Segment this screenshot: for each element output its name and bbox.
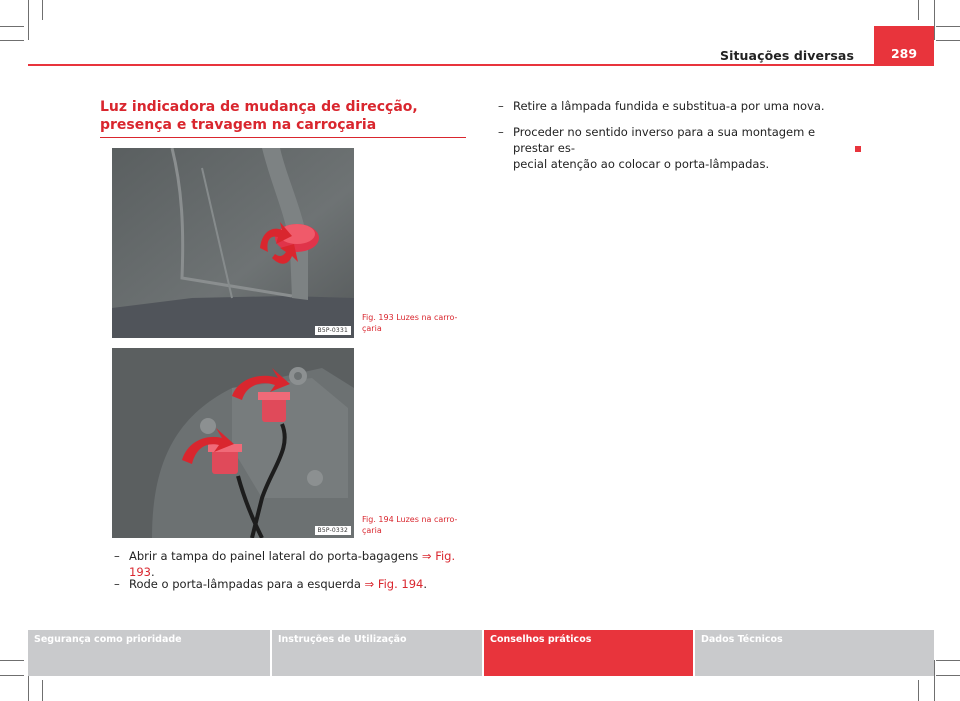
crop-mark bbox=[934, 660, 935, 701]
page-number: 289 bbox=[874, 26, 934, 66]
crop-mark bbox=[936, 660, 960, 661]
footer-tab-instrucoes[interactable]: Instruções de Utilização bbox=[272, 630, 482, 676]
header-rule bbox=[28, 64, 934, 66]
step-item: – Retire a lâmpada fundida e substitua-a por uma nova. bbox=[498, 99, 825, 113]
crop-mark bbox=[28, 0, 29, 40]
section-end-marker bbox=[855, 146, 861, 152]
footer-tab-dados[interactable]: Dados Técnicos bbox=[695, 630, 934, 676]
crop-mark bbox=[0, 40, 24, 41]
crop-mark bbox=[918, 0, 919, 20]
figure-code: B5P-0332 bbox=[315, 526, 351, 535]
crop-mark bbox=[936, 675, 960, 676]
footer-tab-seguranca[interactable]: Segurança como prioridade bbox=[28, 630, 270, 676]
lamp-holders-illustration bbox=[112, 348, 354, 538]
figure-193-link[interactable]: ⇒ Fig. 193 bbox=[129, 549, 456, 579]
crop-mark bbox=[42, 680, 43, 701]
step-item: – Proceder no sentido inverso para a sua montagem e prestar es- pecial atenção ao colocar o porta-lâmpadas. bbox=[498, 125, 816, 171]
footer-tab-conselhos[interactable]: Conselhos práticos bbox=[484, 630, 693, 676]
figure-194-link[interactable]: ⇒ Fig. 194 bbox=[364, 577, 424, 591]
crop-mark bbox=[0, 660, 24, 661]
figure-194-image bbox=[112, 348, 354, 538]
section-heading: Luz indicadora de mudança de direcção, presença e travagem na carroçaria bbox=[100, 98, 466, 138]
crop-mark bbox=[936, 26, 960, 27]
crop-mark bbox=[934, 0, 935, 40]
figure-194-caption: Fig. 194 Luzes na carro- çaria bbox=[362, 515, 458, 535]
figure-193-image bbox=[112, 148, 354, 338]
crop-mark bbox=[0, 675, 24, 676]
crop-mark bbox=[42, 0, 43, 20]
crop-mark bbox=[918, 680, 919, 701]
crop-mark bbox=[936, 40, 960, 41]
figure-code: B5P-0331 bbox=[315, 326, 351, 335]
step-item: – Rode o porta-lâmpadas para a esquerda ⇒ Fig. 194. bbox=[114, 577, 428, 591]
car-side-panel-illustration bbox=[112, 148, 354, 338]
figure-193-caption: Fig. 193 Luzes na carro- çaria bbox=[362, 313, 458, 333]
step-item: – Abrir a tampa do painel lateral do porta-bagagens ⇒ Fig. 193. bbox=[114, 549, 456, 579]
crop-mark bbox=[0, 26, 24, 27]
page-header-title: Situações diversas bbox=[719, 48, 854, 63]
